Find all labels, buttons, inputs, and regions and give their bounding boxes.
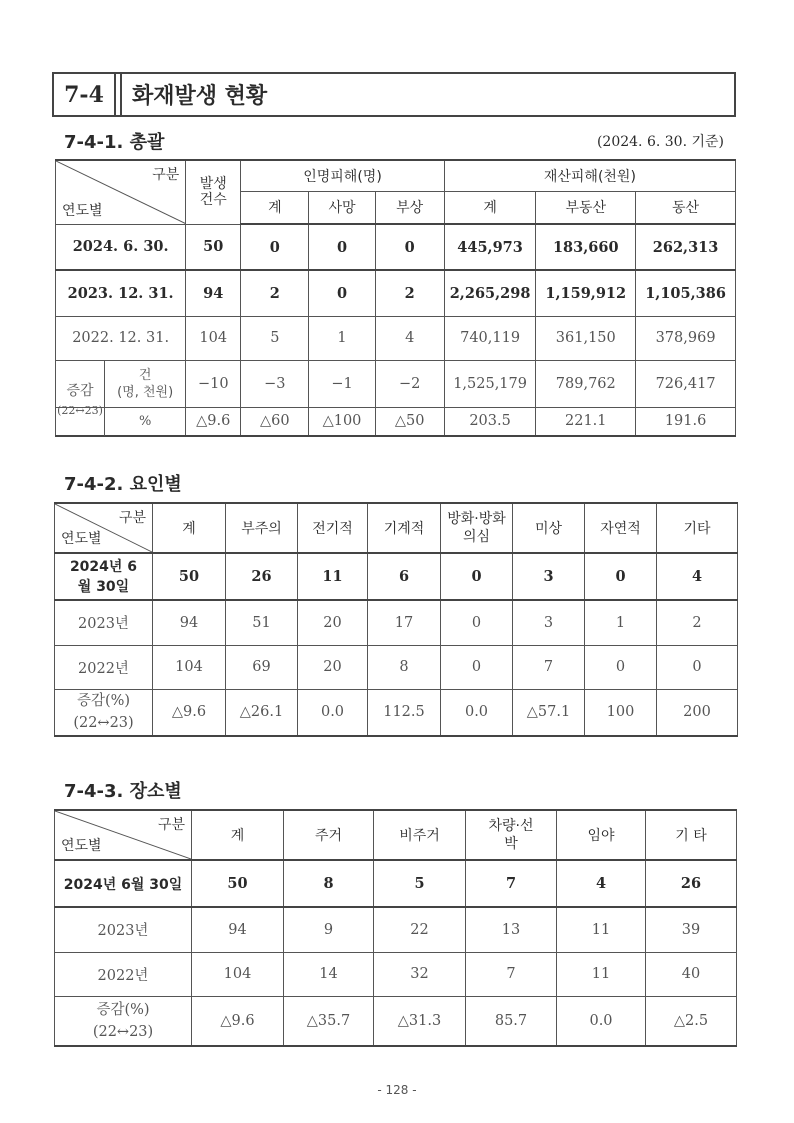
- cell: △31.3: [374, 996, 466, 1046]
- cell: 1,105,386: [636, 270, 736, 316]
- cell: 85.7: [466, 996, 557, 1046]
- sub-header: 사망: [309, 191, 375, 224]
- column-header: 전기적: [298, 503, 368, 553]
- diag-bottom-label: 연도별: [61, 531, 102, 547]
- cell: 40: [646, 952, 737, 996]
- column-header: 기계적: [368, 503, 441, 553]
- cell: 6: [368, 553, 441, 600]
- cell: △35.7: [284, 996, 374, 1046]
- row-label: [55, 689, 153, 736]
- cell: 726,417: [636, 360, 736, 407]
- cell: 14: [284, 952, 374, 996]
- cell: 1,525,179: [444, 360, 536, 407]
- cell: 378,969: [636, 316, 736, 360]
- row-label: 2022. 12. 31.: [56, 316, 186, 360]
- column-header: 방화·방화의심: [441, 503, 513, 553]
- cell: 0: [441, 600, 513, 645]
- cell: 5: [241, 316, 309, 360]
- cell: 100: [585, 689, 657, 736]
- cell: 11: [557, 907, 646, 952]
- cell: 183,660: [536, 224, 636, 270]
- table-row: [55, 553, 738, 600]
- cell: −2: [375, 360, 444, 407]
- cell: 26: [226, 553, 298, 600]
- cell: 4: [557, 860, 646, 907]
- column-header: 부주의: [226, 503, 298, 553]
- cell: 203.5: [444, 407, 536, 436]
- cell: 1,159,912: [536, 270, 636, 316]
- cell: 191.6: [636, 407, 736, 436]
- section2-title: 7-4-2. 요인별: [64, 474, 182, 495]
- cell: 0: [441, 553, 513, 600]
- cell: 0: [309, 270, 375, 316]
- diag-top-label: 구분: [152, 167, 180, 183]
- header-human-damage: 인명피해(명): [241, 160, 445, 191]
- change-label-cell: [56, 360, 186, 429]
- cell: 20: [298, 600, 368, 645]
- cell: 2: [241, 270, 309, 316]
- cell: 1: [585, 600, 657, 645]
- sub-header: 부상: [375, 191, 444, 224]
- cell: 9: [284, 907, 374, 952]
- summary-table: [55, 159, 736, 437]
- column-header: 계: [153, 503, 226, 553]
- column-header: 자연적: [585, 503, 657, 553]
- cell: 8: [368, 645, 441, 689]
- cell: 3: [513, 600, 585, 645]
- unit-count: 건: [138, 367, 152, 383]
- diag-top-label: 구분: [118, 510, 146, 526]
- table-row: [55, 600, 738, 645]
- column-header: 비주거: [374, 810, 466, 860]
- header-count: 발생건수: [186, 160, 241, 224]
- cell: 3: [513, 553, 585, 600]
- cell: 445,973: [444, 224, 536, 270]
- row-label: 2024년 6월 30일: [55, 860, 192, 907]
- cell: 200: [657, 689, 738, 736]
- row-label: 2022년: [55, 952, 192, 996]
- cell: 0.0: [298, 689, 368, 736]
- cell: 4: [375, 316, 444, 360]
- column-header: 기 타: [646, 810, 737, 860]
- cell: △9.6: [153, 689, 226, 736]
- cell: 32: [374, 952, 466, 996]
- column-header: 주거: [284, 810, 374, 860]
- header-property-damage: 재산피해(천원): [444, 160, 735, 191]
- column-header: 계: [192, 810, 284, 860]
- diag-bottom-label: 연도별: [62, 202, 103, 219]
- location-table: [54, 809, 737, 1047]
- cell: △2.5: [646, 996, 737, 1046]
- table-row: [55, 952, 737, 996]
- change-label: 증감(%): [96, 1001, 150, 1018]
- table-row: [56, 270, 736, 316]
- column-header: 기타: [657, 503, 738, 553]
- table-row: [55, 860, 737, 907]
- cell: 0: [241, 224, 309, 270]
- table-row: [55, 996, 737, 1046]
- diag-top-label: 구분: [157, 817, 185, 833]
- cell: △26.1: [226, 689, 298, 736]
- cell: −3: [241, 360, 309, 407]
- cell: △50: [375, 407, 444, 436]
- cell: 22: [374, 907, 466, 952]
- change-period: (22↔23): [57, 403, 103, 417]
- change-period: (22↔23): [73, 715, 134, 732]
- sub-header: 부동산: [536, 191, 636, 224]
- cell: 7: [466, 860, 557, 907]
- cell: 221.1: [536, 407, 636, 436]
- cell: 7: [466, 952, 557, 996]
- cell: −1: [309, 360, 375, 407]
- row-label: 2023년: [55, 907, 192, 952]
- cell: −10: [186, 360, 241, 407]
- row-label: 2023. 12. 31.: [56, 270, 186, 316]
- header-diagonal-cell: [55, 810, 192, 860]
- cell: 7: [513, 645, 585, 689]
- section-header: [52, 72, 736, 117]
- cell: 0: [375, 224, 444, 270]
- sub-header: 계: [241, 191, 309, 224]
- cell: 69: [226, 645, 298, 689]
- column-header: 차량·선박: [466, 810, 557, 860]
- page-number: - 128 -: [377, 1083, 417, 1097]
- sub-header: 계: [444, 191, 536, 224]
- table-row: [55, 907, 737, 952]
- cell: 2,265,298: [444, 270, 536, 316]
- cell: 13: [466, 907, 557, 952]
- cell: 8: [284, 860, 374, 907]
- cell: 5: [374, 860, 466, 907]
- cell: 104: [153, 645, 226, 689]
- cell: 262,313: [636, 224, 736, 270]
- cell: 20: [298, 645, 368, 689]
- cell: △60: [241, 407, 309, 436]
- cell: 50: [153, 553, 226, 600]
- cell: 51: [226, 600, 298, 645]
- cause-table: [54, 502, 738, 737]
- unit-percent: %: [138, 414, 152, 429]
- cell: 0.0: [441, 689, 513, 736]
- cell: 0.0: [557, 996, 646, 1046]
- change-label: 증감(%): [76, 693, 131, 710]
- section-title: 화재발생 현황: [132, 84, 268, 109]
- cell: 39: [646, 907, 737, 952]
- table-row: [56, 360, 736, 407]
- column-header: 미상: [513, 503, 585, 553]
- cell: 740,119: [444, 316, 536, 360]
- cell: 2: [657, 600, 738, 645]
- cell: 0: [585, 645, 657, 689]
- table-row: [56, 316, 736, 360]
- table-row: [56, 224, 736, 270]
- cell: 361,150: [536, 316, 636, 360]
- cell: 17: [368, 600, 441, 645]
- cell: 26: [646, 860, 737, 907]
- row-label: [55, 996, 192, 1046]
- cell: 11: [557, 952, 646, 996]
- unit-count-detail: (명, 천원): [117, 384, 174, 400]
- column-header: 임야: [557, 810, 646, 860]
- cell: 104: [192, 952, 284, 996]
- section3-title: 7-4-3. 장소별: [64, 781, 182, 802]
- row-label: 2024년 6월 30일: [55, 553, 153, 600]
- cell: 4: [657, 553, 738, 600]
- row-label: 2023년: [55, 600, 153, 645]
- table-row: [55, 645, 738, 689]
- change-label: 증감: [66, 382, 94, 399]
- cell: 112.5: [368, 689, 441, 736]
- cell: 50: [192, 860, 284, 907]
- cell: 0: [441, 645, 513, 689]
- cell: △9.6: [192, 996, 284, 1046]
- header-diagonal-cell: [56, 160, 186, 224]
- cell: 94: [153, 600, 226, 645]
- cell: 94: [192, 907, 284, 952]
- sub-header: 동산: [636, 191, 736, 224]
- cell: 0: [309, 224, 375, 270]
- cell: △57.1: [513, 689, 585, 736]
- section-number: 7-4: [54, 74, 116, 115]
- cell: 104: [186, 316, 241, 360]
- cell: 94: [186, 270, 241, 316]
- basis-date: (2024. 6. 30. 기준): [596, 134, 724, 150]
- cell: △9.6: [186, 407, 241, 436]
- cell: 789,762: [536, 360, 636, 407]
- row-label: 2024. 6. 30.: [56, 224, 186, 270]
- header-diagonal-cell: [55, 503, 153, 553]
- cell: △100: [309, 407, 375, 436]
- cell: 0: [657, 645, 738, 689]
- cell: 50: [186, 224, 241, 270]
- cell: 11: [298, 553, 368, 600]
- row-label: 2022년: [55, 645, 153, 689]
- change-period: (22↔23): [92, 1023, 154, 1040]
- section1-title: 7-4-1. 총괄: [64, 132, 165, 153]
- table-row: [55, 689, 738, 736]
- diag-bottom-label: 연도별: [61, 838, 102, 854]
- cell: 2: [375, 270, 444, 316]
- cell: 1: [309, 316, 375, 360]
- cell: 0: [585, 553, 657, 600]
